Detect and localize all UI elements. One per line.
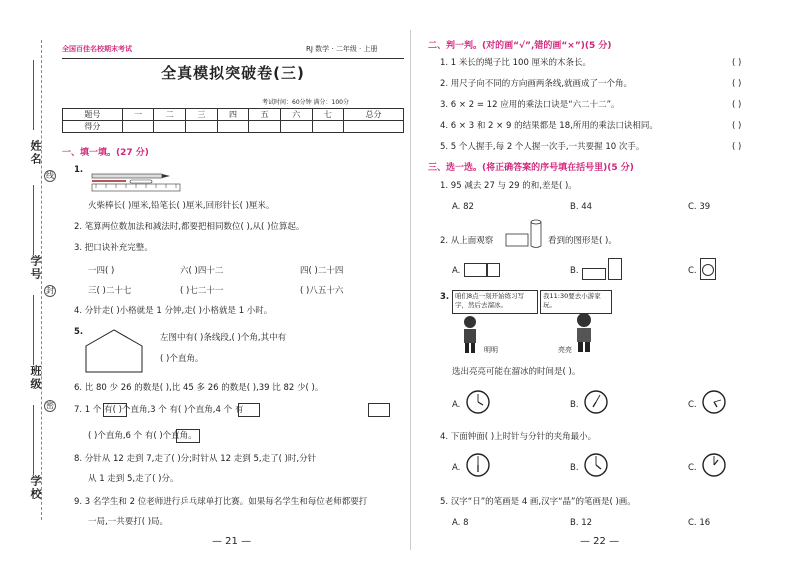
q4-text: 4. 分针走( )小格就是 1 分钟,走( )小格就是 1 小时。 (74, 306, 273, 316)
mark-feng: 封 (46, 286, 54, 295)
col-header: 六 (280, 109, 312, 121)
choice-4-opt-b: B. (570, 463, 579, 473)
choice-2-opt-b: B. (570, 266, 579, 276)
page-number-right: — 22 — (580, 536, 620, 547)
header-rule (62, 58, 404, 59)
rectangle-shape-icon (238, 403, 260, 417)
judge-5: 5. 5 个人握手,每 2 个人握一次手,一共要握 10 次手。 (440, 142, 645, 152)
q8-text-b: 从 1 走到 5,走了( )分。 (88, 474, 179, 484)
boy-figure-icon (572, 312, 596, 354)
clock-icon (466, 390, 490, 414)
score-cell[interactable] (344, 121, 404, 133)
number-line (33, 185, 34, 255)
option-b-shape-icon (582, 268, 606, 280)
choice-1-a: A. 82 (452, 202, 474, 212)
choice-3-opt-c: C. (688, 400, 697, 410)
choice-3-question: 选出亮亮可能在溜冰的时间是( )。 (452, 367, 581, 377)
choice-5-c: C. 16 (688, 518, 711, 528)
choice-2-a: 2. 从上面观察 (440, 236, 494, 246)
number-label: 学号 (29, 255, 42, 281)
choice-3-opt-a: A. (452, 400, 461, 410)
mark-mi: 密 (46, 401, 54, 410)
score-cell[interactable] (217, 121, 249, 133)
class-line (33, 295, 34, 365)
score-cell[interactable] (154, 121, 186, 133)
choice-4-opt-c: C. (688, 463, 697, 473)
mark-xian: 线 (46, 171, 54, 180)
grade-text: RJ 数学 · 二年级 · 上册 (306, 45, 378, 53)
school-line (33, 405, 34, 475)
clock-icon (584, 390, 608, 414)
school-label: 学校 (29, 475, 42, 501)
judge-2: 2. 用尺子向不同的方向画两条线,就画成了一个角。 (440, 79, 633, 89)
judge-4: 4. 6 × 3 和 2 × 9 的结果都是 18,所用的乘法口诀相同。 (440, 121, 658, 131)
choice-2-b: 看到的图形是( )。 (548, 236, 617, 246)
exam-meta: 考试时间：60分钟 满分：100分 (262, 99, 349, 106)
clock-icon (584, 453, 608, 477)
speech-bubble-1: 咱们8点一刻开始练习写字，然后去溜冰。 (452, 290, 538, 314)
score-header-row (63, 109, 404, 121)
page-title: 全真模拟突破卷(三) (161, 64, 305, 82)
q3-cell: 三( )二十七 (88, 286, 132, 296)
kid-2-name: 亮亮 (558, 346, 572, 354)
score-cell[interactable] (312, 121, 344, 133)
judge-5-answer[interactable]: ( ) (732, 142, 742, 152)
choice-3-number: 3. (440, 292, 450, 302)
page-number-left: — 21 — (212, 536, 252, 547)
q9-text-a: 9. 3 名学生和 2 位老师进行乒乓球单打比赛。如果每名学生和每位老师都要打 (74, 497, 368, 507)
col-header: 总分 (344, 109, 404, 121)
q3-text: 3. 把口诀补充完整。 (74, 243, 153, 253)
judge-2-answer[interactable]: ( ) (732, 79, 742, 89)
choice-3-opt-b: B. (570, 400, 579, 410)
solids-icon (504, 218, 544, 250)
section-2-heading: 二、判一判。(对的画“√”,错的画“×”)(5 分) (428, 41, 612, 51)
pencil-icon (92, 174, 162, 178)
score-row (63, 121, 404, 133)
score-cell[interactable] (186, 121, 218, 133)
option-a-shape-icon (464, 263, 488, 277)
q1-number: 1. (74, 165, 84, 175)
q7-text-b: ( )个直角,6 个 有( )个直角。 (88, 431, 197, 441)
choice-2-opt-a: A. (452, 266, 461, 276)
clock-icon (702, 453, 726, 477)
col-header: 二 (154, 109, 186, 121)
page-divider (410, 30, 411, 550)
choice-1: 1. 95 减去 27 与 29 的和,差是( )。 (440, 181, 577, 191)
class-label: 班级 (29, 365, 42, 391)
choice-5-b: B. 12 (570, 518, 593, 528)
section-1-heading: 一、填一填。(27 分) (62, 148, 149, 158)
choice-4: 4. 下面钟面( )上时针与分针的夹角最小。 (440, 432, 597, 442)
col-header: 题号 (63, 109, 123, 121)
option-a-shape-icon (486, 263, 500, 277)
q8-text-a: 8. 分针从 12 走到 7,走了( )分;时针从 12 走到 5,走了( )时,分针 (74, 454, 317, 464)
col-header: 三 (186, 109, 218, 121)
section-3-heading: 三、选一选。(将正确答案的序号填在括号里)(5 分) (428, 163, 634, 173)
score-cell[interactable] (280, 121, 312, 133)
clock-icon (466, 453, 490, 477)
ruler-illustration (90, 172, 182, 192)
row-label: 得分 (63, 121, 123, 133)
choice-2-opt-c: C. (688, 266, 697, 276)
q3-cell: 四( )二十四 (300, 266, 344, 276)
choice-5: 5. 汉字“日”的笔画是 4 画,汉字“晶”的笔画是( )画。 (440, 497, 636, 507)
col-header: 七 (312, 109, 344, 121)
judge-3-answer[interactable]: ( ) (732, 100, 742, 110)
judge-4-answer[interactable]: ( ) (732, 121, 742, 131)
choice-5-a: A. 8 (452, 518, 469, 528)
q7-text-a: 7. 1 个 有( )个直角,3 个 有( )个直角,4 个 有 (74, 405, 244, 415)
score-cell[interactable] (122, 121, 154, 133)
kid-1-name: 明明 (484, 346, 498, 354)
q5-number: 5. (74, 327, 84, 337)
judge-3: 3. 6 × 2 = 12 应用的乘法口诀是“六二十二”。 (440, 100, 620, 110)
choice-4-opt-a: A. (452, 463, 461, 473)
q5-text-a: 左图中有( )条线段,( )个角,其中有 (160, 333, 287, 343)
name-line (33, 60, 34, 130)
col-header: 五 (249, 109, 281, 121)
house-shape-icon (84, 328, 144, 374)
q6-text: 6. 比 80 少 26 的数是( ),比 45 多 26 的数是( ),39 比 82 少( )。 (74, 383, 324, 393)
boy-figure-icon (458, 315, 482, 355)
q5-text-b: ( )个直角。 (160, 354, 204, 364)
paperclip-icon (130, 180, 152, 183)
choice-1-c: C. 39 (688, 202, 711, 212)
speech-bubble-2: 我11:30要去小游家玩。 (540, 290, 612, 314)
square-shape-icon (368, 403, 390, 417)
choice-1-b: B. 44 (570, 202, 593, 212)
q3-cell: ( )七二十一 (180, 286, 224, 296)
clock-icon (702, 390, 726, 414)
q2-text: 2. 笔算两位数加法和减法时,都要把相同数位( ),从( )位算起。 (74, 222, 305, 232)
matchstick-icon (92, 180, 126, 182)
q3-cell: ( )八五十六 (300, 286, 344, 296)
square-shape-icon (176, 429, 200, 443)
score-cell[interactable] (249, 121, 281, 133)
q3-cell: 六( )四十二 (180, 266, 224, 276)
q9-text-b: 一局,一共要打( )局。 (88, 517, 169, 527)
brand-text: 全国百佳名校期末考试 (62, 45, 132, 53)
name-label: 姓名 (29, 140, 42, 166)
q3-cell: 一四( ) (88, 266, 115, 276)
col-header: 一 (122, 109, 154, 121)
q1-text: 火柴棒长( )厘米,铅笔长( )厘米,回形针长( )厘米。 (88, 201, 275, 211)
option-c-circle-icon (702, 264, 714, 276)
judge-1: 1. 1 米长的绳子比 100 厘米的木条长。 (440, 58, 592, 68)
col-header: 四 (217, 109, 249, 121)
score-table (62, 108, 404, 133)
judge-1-answer[interactable]: ( ) (732, 58, 742, 68)
rectangle-shape-icon (103, 403, 127, 417)
binding-strip (0, 0, 52, 564)
option-b-shape-icon (608, 258, 622, 280)
